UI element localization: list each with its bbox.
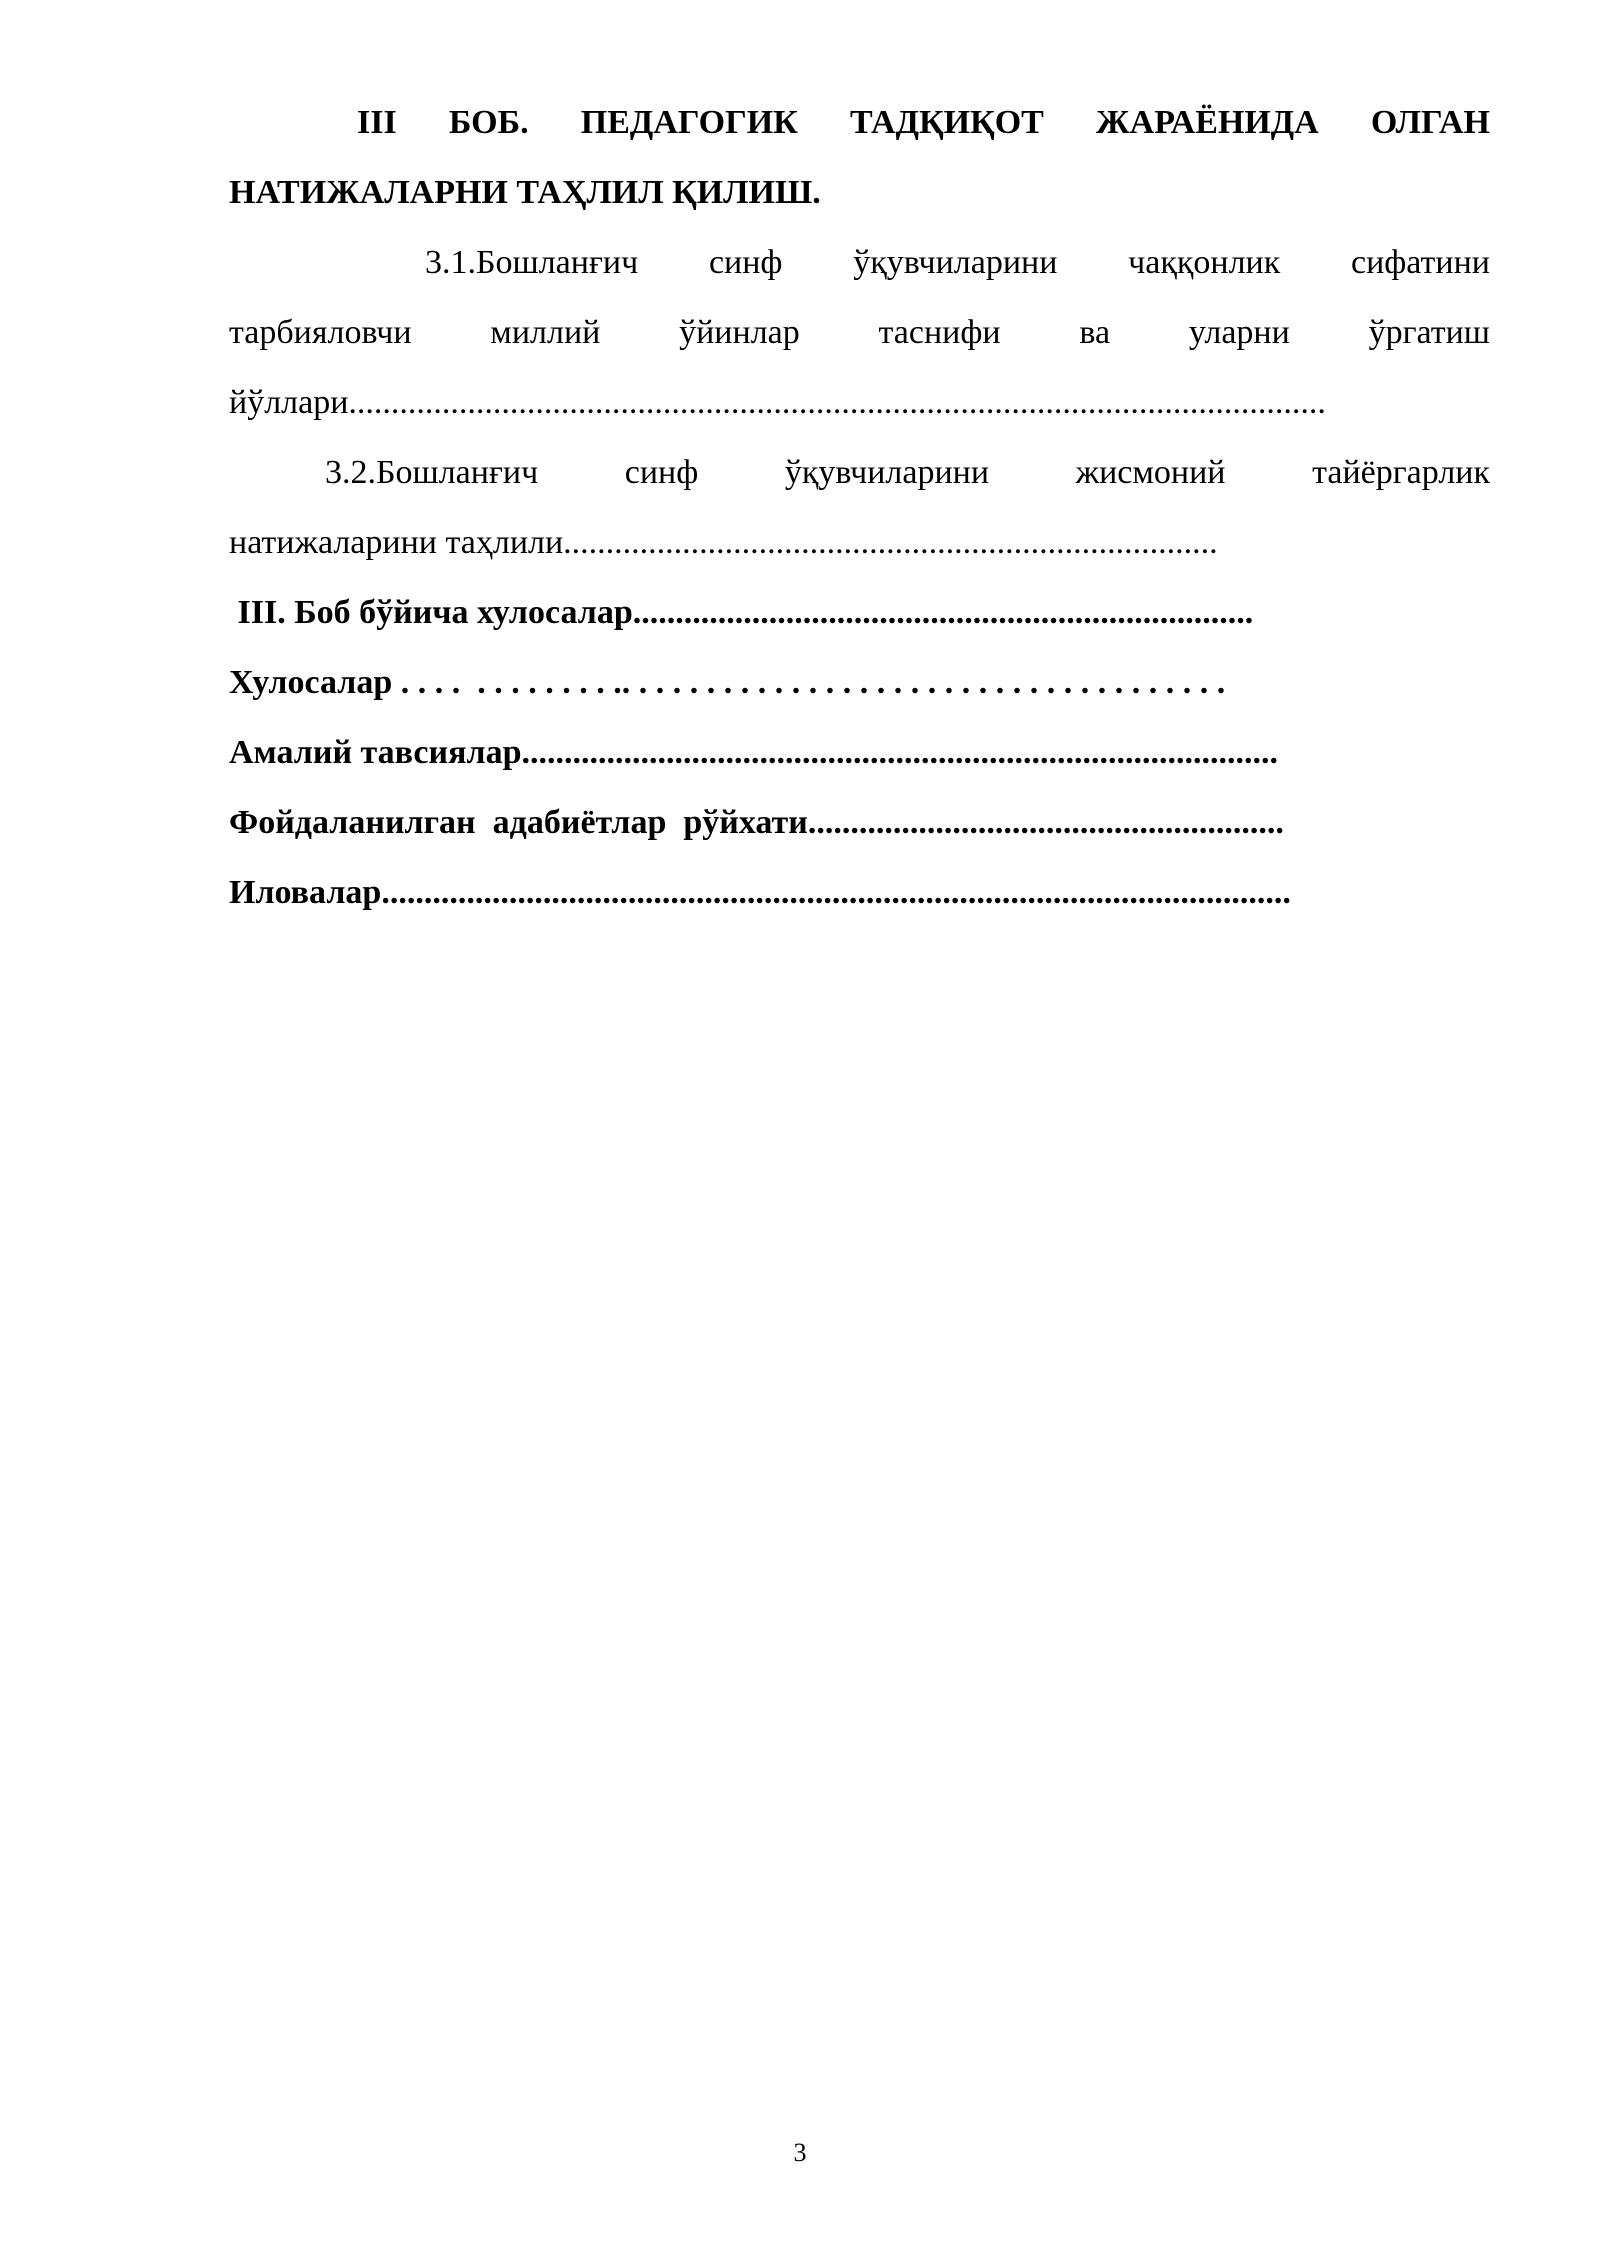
section-3-1-line-1 [229, 228, 1490, 298]
heading-word: III [357, 104, 397, 141]
section-word: миллий [490, 314, 601, 351]
toc-entry-appendices: Иловалар........................................................................................................... [229, 874, 1291, 911]
section-3-2-line-2: натижаларини таҳлили............................................................................. [229, 524, 1218, 561]
section-word: ўйинлар [679, 314, 800, 351]
toc-entry-conclusions: Хулосалар . . . . . . . . . . . . .. . . . . . . . . . . . . . . . . . . . . . . . . . . . . . . . . . . . [229, 664, 1226, 701]
section-word: ўқувчиларини [784, 454, 990, 491]
section-word: тарбияловчи [229, 314, 412, 351]
section-word: таснифи [878, 314, 1001, 351]
section-3-1-line-3: йўллари................................................................................................................... [229, 384, 1326, 421]
section-word: 3.2.Бошланғич [325, 454, 539, 491]
section-word: чаққонлик [1128, 244, 1281, 281]
toc-entry-chapter-conclusions: III. Боб бўйича хулосалар......................................................................... [229, 594, 1254, 631]
page-number: 3 [793, 2138, 807, 2167]
heading-word: ОЛГАН [1370, 104, 1490, 141]
heading-word: ТАДҚИҚОТ [850, 104, 1044, 141]
section-3-1-line-2 [229, 298, 1490, 368]
section-word: синф [624, 454, 699, 491]
heading-word: БОБ. [448, 104, 529, 141]
table-of-contents [229, 88, 1490, 928]
section-word: тайёргарлик [1312, 454, 1490, 491]
section-word: синф [708, 244, 783, 281]
section-word: ўқувчиларини [853, 244, 1058, 281]
section-word: сифатини [1350, 244, 1490, 281]
section-3-2-line-1 [229, 438, 1490, 508]
chapter-heading-line-1 [229, 88, 1490, 158]
toc-entry-recommendations: Амалий тавсиялар......................................................................................... [229, 734, 1278, 771]
section-word: ўргатиш [1368, 314, 1490, 351]
section-word: жисмоний [1075, 454, 1226, 491]
heading-word: ЖАРАЁНИДА [1096, 104, 1319, 141]
section-word: ва [1079, 314, 1111, 351]
chapter-heading-line-2: НАТИЖАЛАРНИ ТАҲЛИЛ ҚИЛИШ. [229, 174, 821, 211]
heading-word: ПЕДАГОГИК [580, 104, 798, 141]
toc-entry-references: Фойдаланилган адабиётлар рўйхати........................................................ [229, 804, 1284, 841]
section-word: уларни [1188, 314, 1290, 351]
section-word: 3.1.Бошланғич [425, 244, 639, 281]
